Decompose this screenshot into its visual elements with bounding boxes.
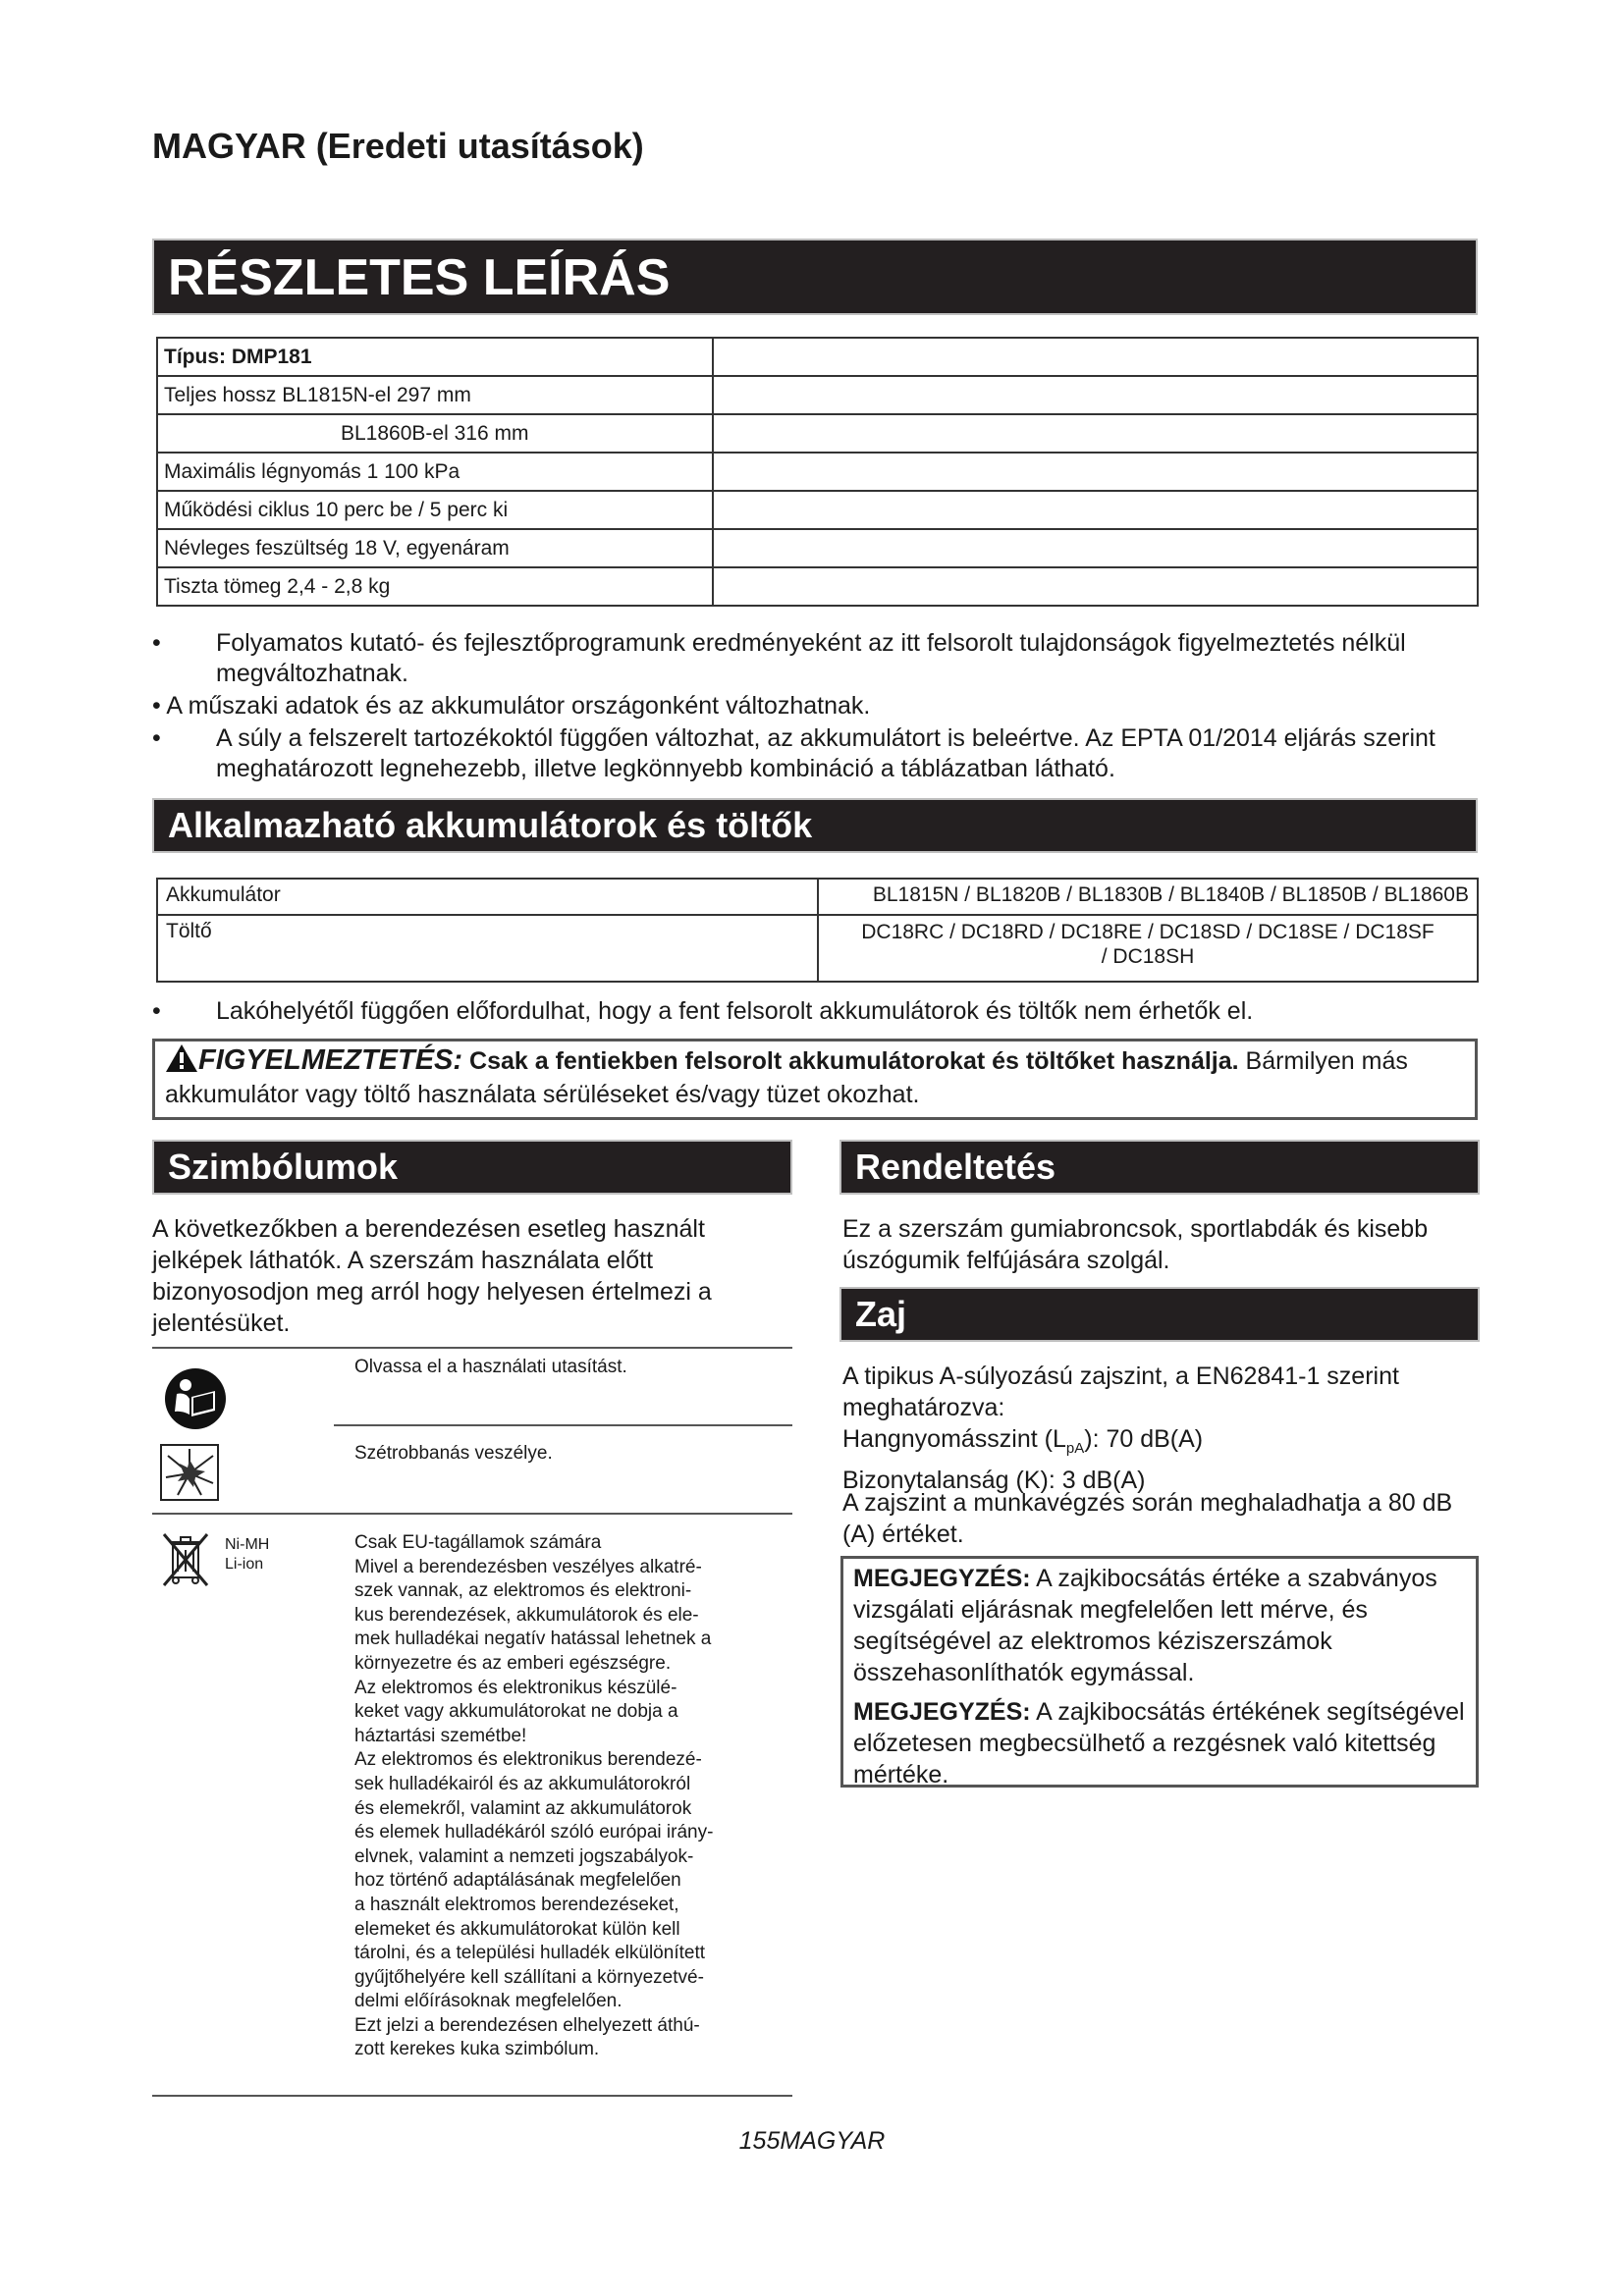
- noise-lpa-prefix: Hangnyomásszint (L: [842, 1425, 1066, 1453]
- table-row: [157, 567, 1478, 606]
- noise-info: [842, 1361, 1471, 1496]
- spec-note-text: A műszaki adatok és az akkumulátor országonként változhatnak.: [166, 692, 871, 720]
- table-row: [157, 915, 1478, 982]
- warning-label: FIGYELMEZTETÉS:: [198, 1044, 463, 1076]
- tag-nimh: Ni-MH: [225, 1536, 270, 1553]
- noise-section-title: Zaj: [839, 1287, 1480, 1342]
- table-row: [157, 529, 1478, 567]
- spec-empty-cell: [713, 414, 1478, 453]
- spec-note-text: Folyamatos kutató- és fejlesztőprogramunk eredményeként az itt felsorolt tulajdonságok figyelmeztetés nélkül megváltozhatnak.: [216, 629, 1406, 687]
- bullet-dot: •: [152, 629, 161, 657]
- spec-empty-cell: [713, 567, 1478, 606]
- table-row: [157, 879, 1478, 915]
- battery-label: Akkumulátor: [157, 879, 818, 915]
- spec-note-3: [152, 723, 1478, 784]
- spec-net-weight: Tiszta tömeg 2,4 - 2,8 kg: [157, 567, 713, 606]
- bullet-dot: •: [152, 692, 167, 720]
- page-language-title: MAGYAR (Eredeti utasítások): [152, 126, 644, 166]
- battery-note-text: Lakóhelyétől függően előfordulhat, hogy a fent felsorolt akkumulátorok és töltők nem érhetők el.: [216, 997, 1254, 1025]
- warning-bold-text: Csak a fentiekben felsorolt akkumulátorokat és töltőket használja.: [469, 1047, 1239, 1075]
- intended-use-text: Ez a szerszám gumiabroncsok, sportlabdák és kisebb úszógumik felfújására szolgál.: [842, 1215, 1429, 1274]
- spec-table: [156, 337, 1479, 607]
- battery-availability-note: [152, 996, 1478, 1027]
- spec-length-bl1815n: Teljes hossz BL1815N-el 297 mm: [157, 376, 713, 414]
- spec-empty-cell: [713, 338, 1478, 376]
- page-footer: 155MAGYAR: [738, 2127, 886, 2155]
- battery-models: BL1815N / BL1820B / BL1830B / BL1840B / BL1850B / BL1860B: [818, 879, 1478, 915]
- symbols-divider: [152, 1513, 792, 1515]
- noise-uncertainty: Bizonytalanság (K): 3 dB(A): [842, 1467, 1146, 1494]
- spec-empty-cell: [713, 453, 1478, 491]
- charger-models: DC18RC / DC18RD / DC18RE / DC18SD / DC18SE / DC18SF / DC18SH: [818, 915, 1478, 982]
- spec-section-title: RÉSZLETES LEÍRÁS: [152, 239, 1478, 315]
- spec-empty-cell: [713, 529, 1478, 567]
- note-label: MEGJEGYZÉS:: [853, 1565, 1031, 1592]
- spec-note-1: [152, 628, 1478, 689]
- spec-note-2: [152, 691, 1478, 721]
- note-label: MEGJEGYZÉS:: [853, 1698, 1031, 1726]
- battery-table: [156, 878, 1479, 983]
- table-row: [157, 376, 1478, 414]
- symbols-divider: [334, 1424, 792, 1426]
- read-manual-icon: [164, 1367, 227, 1435]
- noise-lpa-value: ): 70 dB(A): [1084, 1425, 1204, 1453]
- tag-liion: Li-ion: [225, 1556, 264, 1573]
- bullet-dot: •: [152, 724, 161, 752]
- noise-lpa-subscript: pA: [1065, 1440, 1085, 1457]
- bullet-dot: •: [152, 997, 161, 1025]
- note-2: [853, 1696, 1466, 1790]
- spec-duty-cycle: Működési ciklus 10 perc be / 5 perc ki: [157, 491, 713, 529]
- symbols-section-title: Szimbólumok: [152, 1140, 792, 1195]
- spec-empty-cell: [713, 491, 1478, 529]
- symbol-desc-explosion: Szétrobbanás veszélye.: [354, 1443, 553, 1464]
- table-row: [157, 414, 1478, 453]
- symbols-divider: [152, 1347, 792, 1349]
- symbol-desc-weee: Csak EU-tagállamok számára Mivel a berendezésben veszélyes alkatré- szek vannak, az elektromos és elektroni- kus berendezések, akkumulátorok és ele- mek hulladékai negatív hatással lehetnek a környezetre és az emberi egészségre. Az elektromos és elektronikus készülé- keket vagy akkumulátorokat ne dobja a háztartási szemétbe! Az elektromos és elektronikus berendezé- sek hulladékairól és az akkumulátorokról és elemekről, valamint az akkumulátorok és elemek hulladékáról szóló európai irány- elvnek, valamint a nemzeti jogszabályok- hoz történő adaptálásának megfelelően a használt elektromos berendezéseket, elemeket és akkumulátorokat külön kell tárolni, és a települési hulladék elkülönített gyűjtőhelyére kell szállítani a környezetvé- delmi előírásoknak megfelelően. Ezt jelzi a berendezésen elhelyezett áthú- zott kerekes kuka szimbólum.: [354, 1532, 714, 2060]
- note-1: [853, 1563, 1466, 1688]
- intended-use-section-title: Rendeltetés: [839, 1140, 1480, 1195]
- spec-empty-cell: [713, 376, 1478, 414]
- spec-model: Típus: DMP181: [157, 338, 713, 376]
- battery-type-tags: [225, 1535, 269, 1575]
- noise-exceed-text: A zajszint a munkavégzés során meghaladhatja a 80 dB (A) értéket.: [842, 1489, 1453, 1548]
- noise-notes-box: [840, 1556, 1479, 1788]
- symbols-divider: [152, 2095, 792, 2097]
- table-row: [157, 453, 1478, 491]
- note-text: A zajkibocsátás értéke a szabványos vizsgálati eljárásnak megfelelően lett mérve, és segítségével az elektromos kéziszerszámok összehasonlíthatók egymással.: [853, 1565, 1437, 1686]
- explosion-hazard-icon: [160, 1444, 219, 1506]
- note-text: A zajkibocsátás értékének segítségével előzetesen megbecsülhető a rezgésnek való kitettség mértéke.: [853, 1698, 1465, 1789]
- battery-warning-box: [152, 1039, 1478, 1120]
- symbols-intro: A következőkben a berendezésen esetleg használt jelképek láthatók. A szerszám használata előtt bizonyosodjon meg arról hogy helyesen értelmezi a jelentésüket.: [152, 1215, 712, 1337]
- spec-max-pressure: Maximális légnyomás 1 100 kPa: [157, 453, 713, 491]
- table-row: [157, 338, 1478, 376]
- noise-intro: A tipikus A-súlyozású zajszint, a EN62841-1 szerint meghatározva:: [842, 1362, 1399, 1421]
- noise-sound-pressure: [842, 1423, 1471, 1465]
- symbol-desc-read-manual: Olvassa el a használati utasítást.: [354, 1357, 627, 1377]
- spec-length-bl1860b: BL1860B-el 316 mm: [157, 414, 713, 453]
- warning-text: Bármilyen más akkumulátor vagy töltő használata sérüléseket és/vagy tüzet okozhat.: [165, 1047, 1408, 1108]
- spec-rated-voltage: Névleges feszültség 18 V, egyenáram: [157, 529, 713, 567]
- battery-section-title: Alkalmazható akkumulátorok és töltők: [152, 798, 1478, 853]
- crossed-bin-icon: [160, 1530, 211, 1594]
- charger-label: Töltő: [157, 915, 818, 982]
- spec-note-text: A súly a felszerelt tartozékoktól függően változhat, az akkumulátort is beleértve. Az EPTA 01/2014 eljárás szerint meghatározott legnehezebb, illetve legkönnyebb kombináció a táblázatban látható.: [216, 724, 1435, 782]
- warning-triangle-icon: [165, 1043, 198, 1073]
- table-row: [157, 491, 1478, 529]
